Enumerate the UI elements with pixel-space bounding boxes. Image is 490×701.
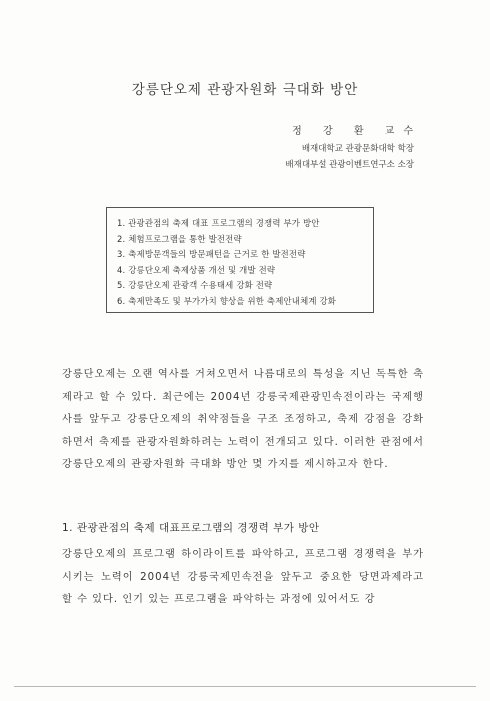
toc-item: 5. 강릉단오제 관광객 수용태세 강화 전략 bbox=[117, 280, 273, 291]
author-name: 정 강 환 교수 bbox=[292, 126, 422, 137]
toc-item: 3. 축제방문객들의 방문패턴을 근거로 한 발전전략 bbox=[117, 249, 306, 260]
author-affiliation-1: 배재대학교 관광문화대학 학장 bbox=[301, 144, 414, 154]
author-affiliation-2: 배재대부설 관광이벤트연구소 소장 bbox=[285, 160, 414, 170]
toc-item: 2. 체험프로그램을 통한 발전전략 bbox=[117, 233, 242, 244]
toc-item: 1. 관광관점의 축제 대표 프로그램의 경쟁력 부가 방안 bbox=[117, 218, 320, 228]
table-of-contents-box bbox=[106, 207, 374, 313]
toc-item: 6. 축제만족도 및 부가가치 향상을 위한 축제안내체계 강화 bbox=[117, 295, 337, 306]
section-1-heading: 1. 관광관점의 축제 대표프로그램의 경쟁력 부가 방안 bbox=[62, 522, 320, 534]
intro-paragraph: 강릉단오제는 오랜 역사를 거쳐오면서 나름대로의 특성을 지닌 독특한 축제라고 할 수 있다. 최근에는 2004년 강릉국제관광민속전이라는 국제행사를 앞두고 강릉단오제의 취약점들을 구조 조정하고, 축제 강점을 강화하면서 축제를 관광자원화하려는 노력이 전개되고 있다. 이러한 관점에서 강릉단오제의 관광자원화 극대화 방안 몇 가지를 제시하고자 한다. bbox=[62, 369, 424, 470]
toc-item: 4. 강릉단오제 축제상품 개선 및 개발 전략 bbox=[117, 264, 276, 275]
section-1-paragraph: 강릉단오제의 프로그램 하이라이트를 파악하고, 프로그램 경쟁력을 부가시키는 노력이 2004년 강릉국제민속전을 앞두고 중요한 당면과제라고 할 수 있다. 인기 있는 프로그램을 파악하는 과정에 있어서도 강 bbox=[62, 549, 424, 605]
document-title: 강릉단오제 관광자원화 극대화 방안 bbox=[131, 82, 359, 98]
page-bottom-divider bbox=[14, 686, 476, 687]
